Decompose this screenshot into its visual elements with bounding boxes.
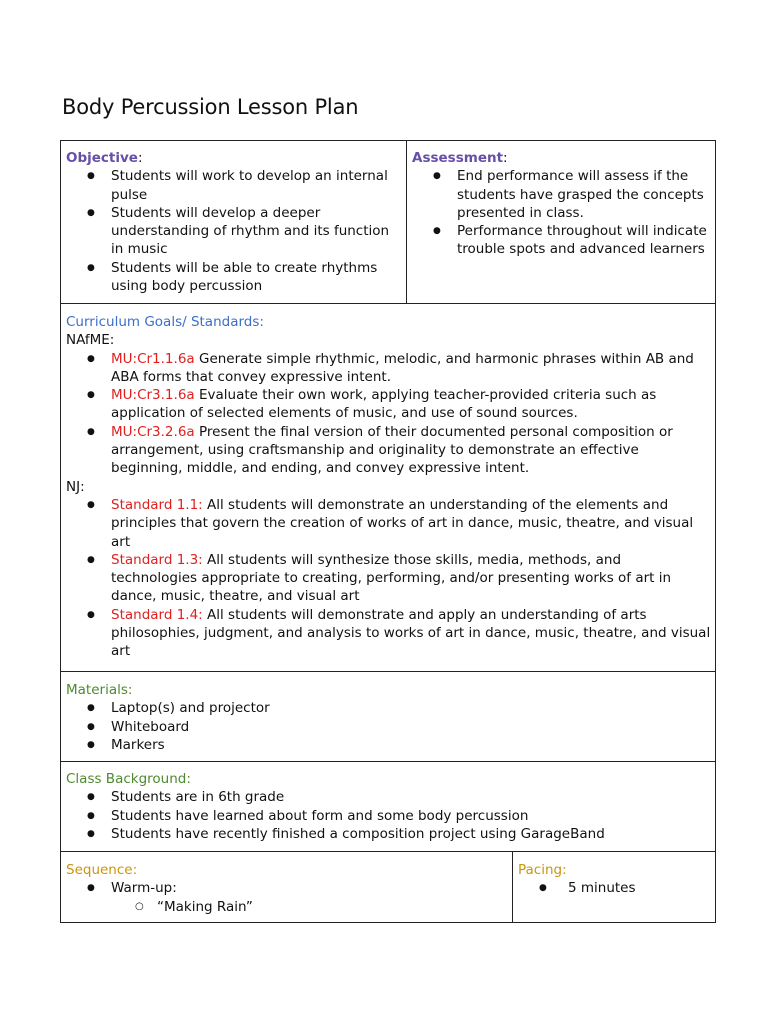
list-item: ● Standard 1.3: All students will synthesize those skills, media, methods, and technologies appropriate to creating, performing, and/or presenting works of art in dance, music, theatre, and visual art (66, 551, 711, 606)
list-item: ● Students will work to develop an internal pulse (66, 167, 402, 204)
list-item: ● Markers (66, 736, 711, 754)
list-item: ● Students have learned about form and some body percussion (66, 807, 711, 825)
nafme-label: NAfME: (66, 332, 115, 349)
pacing-heading: Pacing: (518, 862, 567, 878)
assessment-heading: Assessment: (412, 150, 508, 166)
sequence-cell (60, 851, 513, 923)
assessment-list (412, 167, 711, 258)
objective-list (66, 167, 402, 295)
list-item: ● MU:Cr1.1.6a Generate simple rhythmic, melodic, and harmonic phrases within AB and ABA forms that convey expressive intent. (66, 350, 711, 387)
objective-heading: Objective: (66, 150, 143, 166)
nj-list (66, 496, 711, 661)
class-background-cell (60, 761, 716, 852)
curriculum-heading: Curriculum Goals/ Standards: (66, 314, 264, 330)
list-item: ● Performance throughout will indicate trouble spots and advanced learners (412, 222, 711, 259)
sequence-list (66, 879, 508, 916)
curriculum-cell (60, 303, 716, 672)
materials-heading: Materials: (66, 682, 133, 698)
pacing-cell (512, 851, 716, 923)
class-background-list (66, 788, 711, 843)
class-background-heading: Class Background: (66, 771, 191, 787)
list-item: ● Warm-up: (66, 879, 508, 897)
page-title: Body Percussion Lesson Plan (62, 95, 359, 119)
pacing-list (518, 879, 711, 897)
list-item: ● MU:Cr3.2.6a Present the final version of their documented personal composition or arrangement, using craftsmanship and originality to demonstrate an effective beginning, middle, and ending, and convey expressive intent. (66, 423, 711, 478)
list-item: ● Standard 1.4: All students will demonstrate and apply an understanding of arts philosophies, judgment, and analysis to works of art in dance, music, theatre, and visual art (66, 606, 711, 661)
materials-cell (60, 671, 716, 762)
list-item: ● 5 minutes (518, 879, 711, 897)
sequence-heading: Sequence: (66, 862, 138, 878)
list-item: ● Students are in 6th grade (66, 788, 711, 806)
nafme-list (66, 350, 711, 478)
assessment-cell (406, 140, 716, 304)
list-item: ● Students will be able to create rhythms using body percussion (66, 259, 402, 296)
materials-list (66, 699, 711, 754)
nj-label: NJ: (66, 478, 85, 495)
list-item: ● Standard 1.1: All students will demonstrate an understanding of the elements and principles that govern the creation of works of art in dance, music, theatre, and visual art (66, 496, 711, 551)
list-item: ● End performance will assess if the students have grasped the concepts presented in class. (412, 167, 711, 222)
objective-cell (60, 140, 407, 304)
list-item: ● Whiteboard (66, 718, 711, 736)
list-item: ● Students will develop a deeper understanding of rhythm and its function in music (66, 204, 402, 259)
list-item: ● MU:Cr3.1.6a Evaluate their own work, applying teacher-provided criteria such as application of selected elements of music, and use of sound sources. (66, 386, 711, 423)
list-subitem: ○ “Making Rain” (66, 898, 508, 916)
list-item: ● Students have recently finished a composition project using GarageBand (66, 825, 711, 843)
list-item: ● Laptop(s) and projector (66, 699, 711, 717)
